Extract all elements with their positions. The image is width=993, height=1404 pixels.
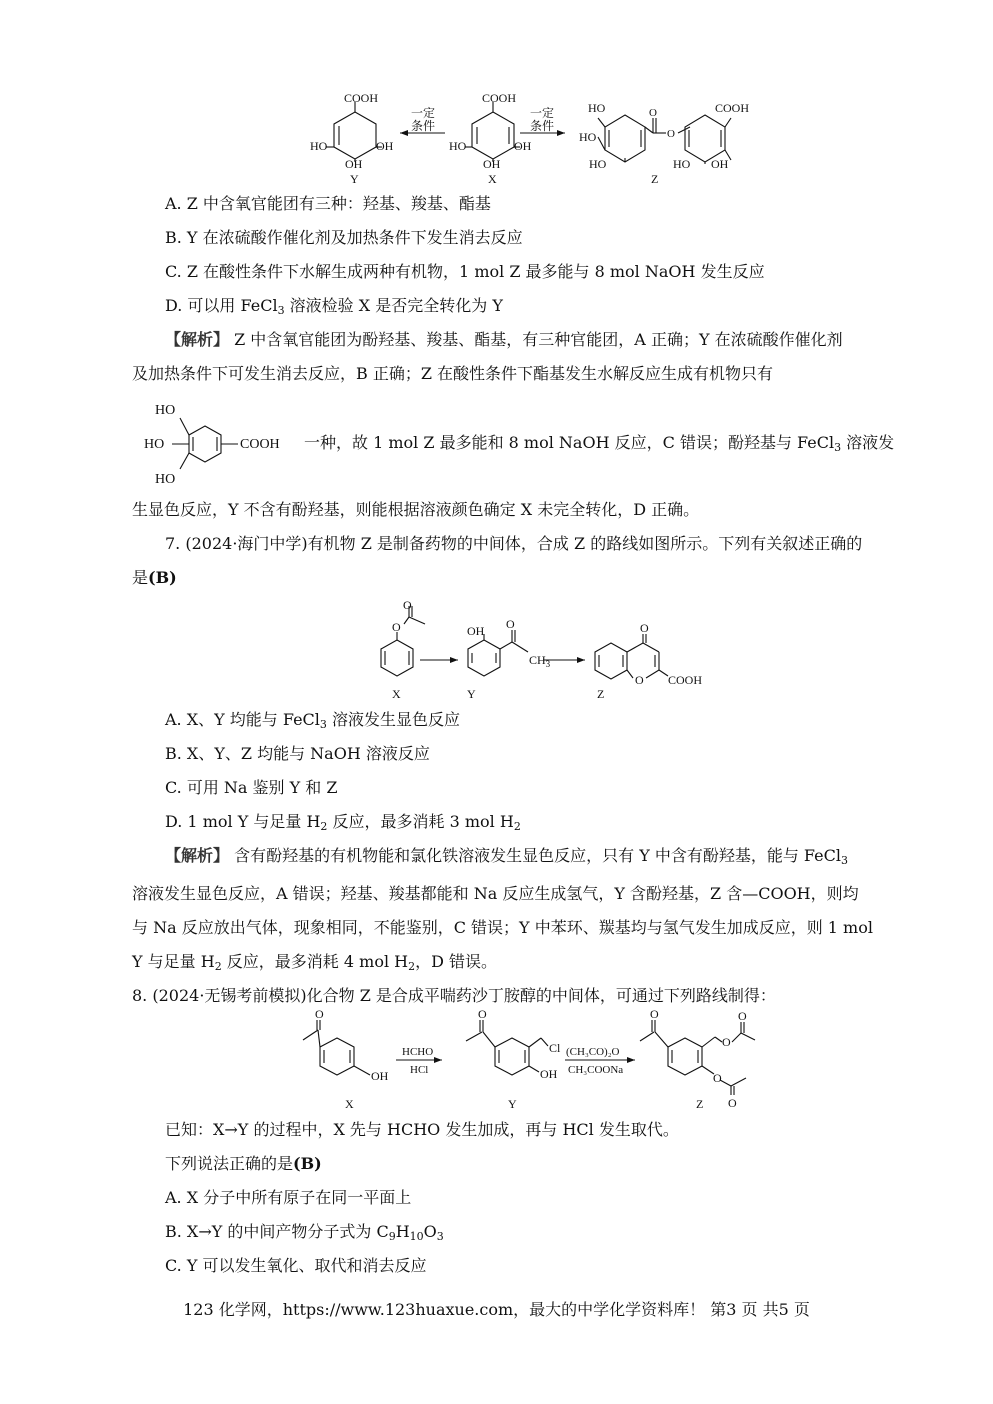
z-carbonyl-o: O (650, 1007, 659, 1021)
q7-option-c: C. 可用 Na 鉴别 Y 和 Z (165, 778, 338, 797)
q6-option-d: D. 可以用 FeCl$_3$ 溶液检验 X 是否完全转化为 Y (165, 296, 503, 317)
y-cl-label: Cl (549, 1041, 561, 1055)
q7-analysis-4: Y 与足量 $H_2$ 反应，最多消耗 4 mol $H_2$，D 错误。 (132, 952, 498, 973)
gallic-cooh: COOH (240, 437, 280, 452)
z-ester-o2: O (667, 128, 675, 140)
z-cooh-label: COOH (668, 673, 703, 687)
z-carbonyl-o2: O (738, 1009, 747, 1023)
x-carbonyl-o: O (315, 1007, 324, 1021)
y-cooh-label: COOH (344, 91, 379, 105)
z-compound-label: Z (651, 172, 659, 186)
analysis-tag: 【解析】 (165, 330, 230, 349)
x-cooh-label: COOH (482, 91, 517, 105)
gallic-ho-mid: HO (144, 437, 165, 452)
arrow-right-bottom: 条件 (530, 119, 555, 133)
x-compound-label: X (488, 172, 497, 186)
reagent-hcho: HCHO (402, 1046, 434, 1058)
q7-stem-1: 7. (2024·海门中学)有机物 Z 是制备药物的中间体，合成 Z 的路线如图所示。下列有关叙述正确的 (165, 534, 863, 553)
q8-option-b: B. X→Y 的中间产物分子式为 $C_9H_{10}O_3$ (165, 1222, 444, 1243)
q6-analysis-2: 及加热条件下可发生消去反应，B 正确；Z 在酸性条件下酯基发生水解反应生成有机物只有 (132, 364, 774, 383)
z-ho-mid: HO (579, 130, 597, 144)
q6-option-a: A. Z 中含氧官能团有三种：羟基、羧基、酯基 (165, 194, 491, 213)
z-ether-o2: O (713, 1071, 722, 1085)
z-ho-right: HO (673, 157, 691, 171)
arrow-left-top: 一定 (411, 106, 436, 120)
gallic-ho-bottom: HO (155, 472, 176, 487)
y-oh-label: OH (540, 1067, 558, 1081)
q6-option-c: C. Z 在酸性条件下水解生成两种有机物，1 mol Z 最多能与 8 mol NaOH 发生反应 (165, 262, 765, 281)
q8-answer: (B) (293, 1154, 322, 1173)
q8-stem: 8. (2024·无锡考前模拟)化合物 Z 是合成平喘药沙丁胺醇的中间体，可通过下列路线制得： (132, 986, 776, 1005)
q8-x-label: X (345, 1097, 354, 1111)
q8-y-label: Y (508, 1097, 517, 1111)
q7-option-b: B. X、Y、Z 均能与 NaOH 溶液反应 (165, 744, 430, 763)
q7-answer: (B) (148, 568, 177, 587)
y-compound-label: Y (350, 172, 359, 186)
reagent-anhydride: (CH₃CO)₂O (566, 1046, 620, 1058)
y-ho-label: HO (310, 139, 328, 153)
gallic-ho-top: HO (155, 403, 176, 418)
q7-option-d: D. 1 mol Y 与足量 $H_2$ 反应，最多消耗 3 mol $H_2$ (165, 812, 521, 833)
y-carbonyl-o: O (478, 1007, 487, 1021)
z-ring-o: O (635, 673, 644, 687)
z-carbonyl-o3: O (728, 1096, 737, 1110)
arrow-right-top: 一定 (530, 106, 555, 120)
z-cooh-label: COOH (715, 101, 750, 115)
q7-stem-2: 是(B) (132, 568, 177, 587)
y-ch3-label: $CH_3$ (529, 653, 551, 669)
z-oh-right: OH (711, 157, 729, 171)
y-oh-label: OH (467, 624, 485, 638)
q6-analysis-3: 一种，故 1 mol Z 最多能和 8 mol NaOH 反应，C 错误；酚羟基与 FeCl$_3$ 溶液发 (304, 433, 895, 454)
reagent-naoac: CH₃COONa (568, 1064, 624, 1076)
x-oh-label: OH (371, 1069, 389, 1083)
z-ester-o: O (649, 107, 657, 119)
q8-option-c: C. Y 可以发生氧化、取代和消去反应 (165, 1256, 427, 1275)
q8-z-label: Z (696, 1097, 704, 1111)
q8-option-a: A. X 分子中所有原子在同一平面上 (165, 1188, 412, 1207)
x-ho-label: HO (449, 139, 467, 153)
q8-known: 已知：X→Y 的过程中，X 先与 HCHO 发生加成，再与 HCl 发生取代。 (165, 1120, 679, 1139)
q7-analysis-3: 与 Na 反应放出气体，现象相同，不能鉴别，C 错误；Y 中苯环、羰基均与氢气发生加成反应，则 1 mol (132, 918, 873, 937)
z-ho-top: HO (588, 101, 606, 115)
q6-analysis-1: 【解析】 Z 中含氧官能团为酚羟基、羧基、酯基，有三种官能团，A 正确；Y 在浓硫酸作催化剂 (165, 330, 843, 349)
x-oh2-label: OH (514, 139, 532, 153)
y-oh2-label: OH (376, 139, 394, 153)
q6-option-b: B. Y 在浓硫酸作催化剂及加热条件下发生消去反应 (165, 228, 523, 247)
arrow-left-bottom: 条件 (411, 119, 436, 133)
z-ether-o1: O (722, 1035, 731, 1049)
q7-x-label: X (392, 687, 401, 701)
z-ho-bottom: HO (589, 157, 607, 171)
y-carbonyl-o: O (506, 617, 515, 631)
x-ester-o: O (392, 620, 401, 634)
q7-z-label: Z (597, 687, 605, 701)
q7-analysis-2: 溶液发生显色反应，A 错误；羟基、羧基都能和 Na 反应生成氢气，Y 含酚羟基，Z 含—COOH，则均 (132, 884, 859, 903)
q8-question: 下列说法正确的是(B) (165, 1154, 322, 1173)
z-carbonyl-o: O (640, 621, 649, 635)
q7-y-label: Y (467, 687, 476, 701)
y-oh-label: OH (345, 157, 363, 171)
reagent-hcl: HCl (410, 1064, 429, 1076)
page-footer: 123 化学网，https://www.123huaxue.com，最大的中学化学资料库！ 第3 页 共5 页 (183, 1300, 810, 1319)
q6-analysis-4: 生显色反应，Y 不含有酚羟基，则能根据溶液颜色确定 X 未完全转化，D 正确。 (132, 500, 700, 519)
x-carbonyl-o: O (403, 598, 412, 612)
q7-analysis-1: 【解析】 含有酚羟基的有机物能和氯化铁溶液发生显色反应，只有 Y 中含有酚羟基，能与 FeCl$_3$ (165, 846, 848, 867)
x-oh-label: OH (483, 157, 501, 171)
q7-option-a: A. X、Y 均能与 FeCl$_3$ 溶液发生显色反应 (165, 710, 461, 731)
